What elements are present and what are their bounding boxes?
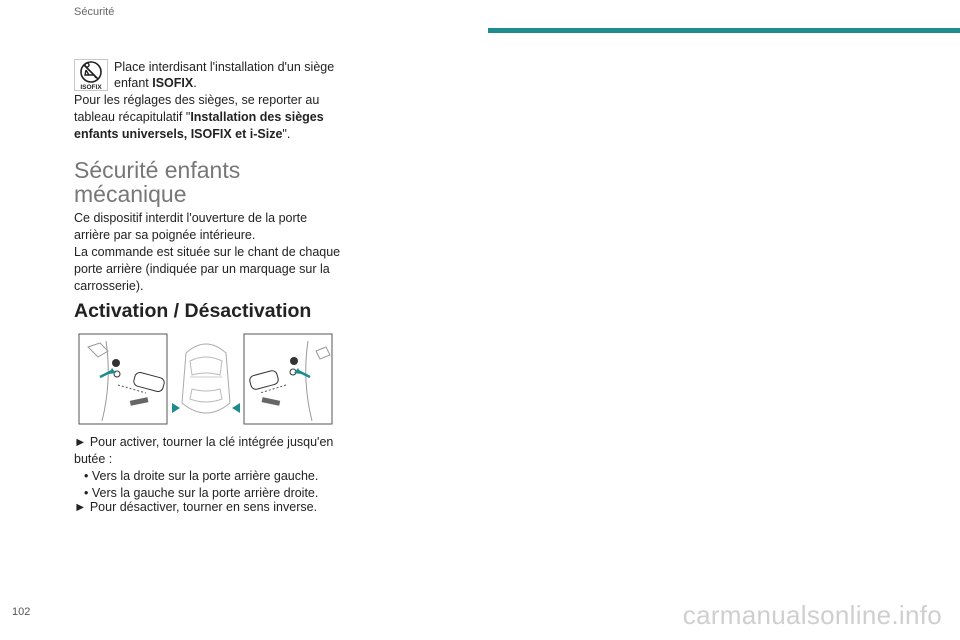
settings-note-line3: enfants universels, ISOFIX et i-Size". bbox=[74, 127, 291, 141]
settings-note-line2: tableau récapitulatif "Installation des sièges bbox=[74, 110, 324, 124]
isofix-note-line2: enfant ISOFIX. bbox=[114, 76, 197, 90]
isofix-note bbox=[114, 59, 344, 91]
instruction-right-door: • Vers la gauche sur la porte arrière droite. bbox=[84, 486, 319, 500]
description-line: La commande est située sur le chant de chaque bbox=[74, 245, 341, 259]
description-line: Ce dispositif interdit l'ouverture de la porte bbox=[74, 211, 308, 225]
description-line: arrière par sa poignée intérieure. bbox=[74, 228, 256, 242]
no-isofix-icon bbox=[74, 59, 108, 91]
teal-header-bar bbox=[488, 28, 960, 33]
settings-note bbox=[74, 92, 344, 143]
instruction-activate-cont: butée : bbox=[74, 452, 113, 466]
description bbox=[74, 210, 344, 295]
instruction-deactivate: ► Pour désactiver, tourner en sens inverse. bbox=[74, 500, 318, 514]
description-line: porte arrière (indiquée par un marquage sur la bbox=[74, 262, 330, 276]
instruction-left-door: • Vers la droite sur la porte arrière gauche. bbox=[84, 469, 319, 483]
settings-note-line1: Pour les réglages des sièges, se reporter au bbox=[74, 93, 320, 107]
description-line: carrosserie). bbox=[74, 279, 144, 293]
isofix-note-line1: Place interdisant l'installation d'un siège bbox=[114, 60, 335, 74]
instruction-activate: ► Pour activer, tourner la clé intégrée jusqu'en bbox=[74, 435, 334, 449]
section-title bbox=[74, 158, 334, 206]
section-title-line1: Sécurité enfants bbox=[74, 157, 241, 183]
page-number: 102 bbox=[12, 606, 31, 618]
child-lock-illustration bbox=[78, 333, 334, 425]
section-title-line2: mécanique bbox=[74, 181, 187, 207]
watermark: carmanualsonline.info bbox=[682, 600, 942, 630]
isofix-icon-label: ISOFIX bbox=[80, 84, 102, 91]
section-label: Sécurité bbox=[74, 6, 115, 18]
activation-heading: Activation / Désactivation bbox=[74, 300, 312, 322]
